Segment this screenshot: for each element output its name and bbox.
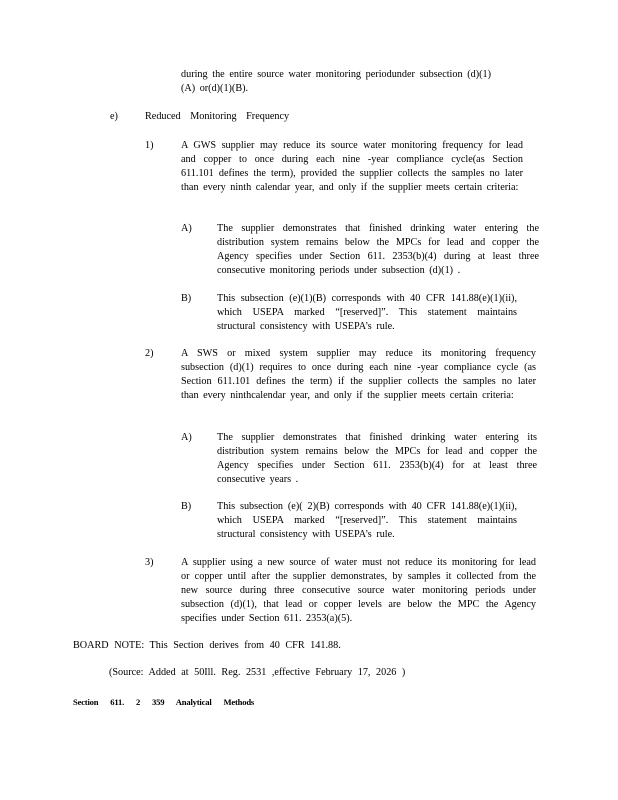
item-1-sub-b-label: B) [181, 293, 192, 304]
item-1-sub-b-paragraph: This subsection (e)(1)(B) corresponds with 40 CFR 141.88(e)(1)(ii), which USEPA marked “[reserved]”. This statement maintains structural consistency with USEPA’s rule. [217, 293, 517, 332]
item-1-label: 1) [145, 140, 154, 151]
next-section-heading: Section 611. 2 359 Analytical Methods [73, 697, 255, 707]
item-1-sub-a-label: A) [181, 223, 192, 234]
subsection-e-title: Reduced Monitoring Frequency [145, 111, 290, 122]
lead-in-paragraph: during the entire source water monitoring periodunder subsection (d)(1)(A) or(d)(1)(B). [181, 69, 491, 94]
subsection-e-label: e) [110, 111, 118, 122]
item-3-label: 3) [145, 557, 154, 568]
item-1-paragraph: A GWS supplier may reduce its source water monitoring frequency for lead and copper to once during each nine -year compliance cycle(as Section 611.101 defines the term), provided the supplier collects the samples no later than every ninth calendar year, and only if the supplier meets certain criteria: [181, 140, 523, 193]
item-2-sub-b-label: B) [181, 501, 192, 512]
item-2-paragraph: A SWS or mixed system supplier may reduce its monitoring frequency subsection (d)(1) requires to once during each nine -year compliance cycle (as Section 611.101 defines the term) if the supplier collects the samples no later than every ninthcalendar year, and only if the supplier meets certain criteria: [181, 348, 536, 401]
board-note: BOARD NOTE: This Section derives from 40 CFR 141.88. [73, 640, 341, 651]
item-2-label: 2) [145, 348, 154, 359]
item-2-sub-b-paragraph: This subsection (e)( 2)(B) corresponds with 40 CFR 141.88(e)(1)(ii), which USEPA marked “[reserved]”. This statement maintains structural consistency with USEPA’s rule. [217, 501, 517, 540]
source-note: (Source: Added at 50Ill. Reg. 2531 ,effective February 17, 2026 ) [109, 667, 406, 678]
item-3-paragraph: A supplier using a new source of water must not reduce its monitoring for lead or copper until after the supplier demonstrates, by samples it collected from the new source during three consecutive source water monitoring periods under subsection (d)(1), that lead or copper levels are below the MPC the Agency specifies under Section 611. 2353(a)(5). [181, 557, 536, 624]
item-1-sub-a-paragraph: The supplier demonstrates that finished drinking water entering the distribution system remains below the MPCs for lead and copper the Agency specifies under Section 611. 2353(b)(4) during at least three consecutive monitoring periods under subsection (d)(1) . [217, 223, 539, 276]
item-2-sub-a-label: A) [181, 432, 192, 443]
item-2-sub-a-paragraph: The supplier demonstrates that finished drinking water entering its distribution system remains below the MPCs for lead and copper the Agency specifies under Section 611. 2353(b)(4) for at least three consecutive years . [217, 432, 537, 485]
